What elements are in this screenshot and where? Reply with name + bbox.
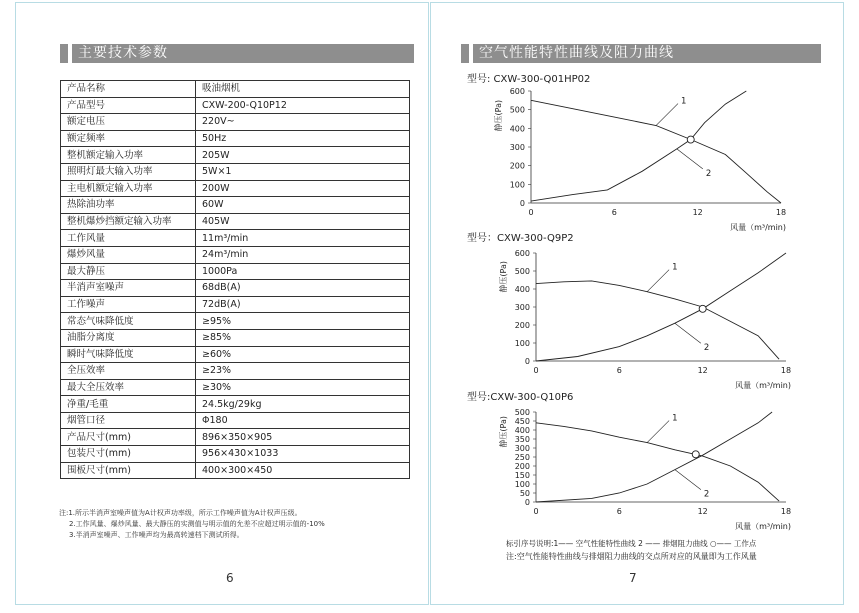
y-tick-label: 100 bbox=[509, 180, 525, 190]
y-tick-label: 0 bbox=[524, 357, 530, 366]
spec-value: 24m³/min bbox=[196, 246, 410, 263]
x-tick-label: 12 bbox=[697, 507, 708, 516]
x-tick-label: 12 bbox=[692, 208, 703, 217]
spec-value: ≥95% bbox=[196, 313, 410, 330]
series-leader bbox=[656, 104, 678, 126]
page-number: 7 bbox=[629, 571, 637, 585]
spec-name: 烟管口径 bbox=[61, 412, 196, 429]
y-tick-label: 300 bbox=[514, 444, 530, 453]
chart-3 bbox=[461, 402, 801, 537]
spec-value: 405W bbox=[196, 213, 410, 230]
spec-value: 896×350×905 bbox=[196, 429, 410, 446]
spec-row bbox=[61, 97, 410, 114]
y-axis-label: 静压(Pa) bbox=[499, 415, 508, 448]
x-tick-label: 0 bbox=[533, 366, 539, 375]
y-tick-label: 50 bbox=[519, 489, 530, 498]
spec-row bbox=[61, 230, 410, 247]
spec-name: 瞬时气味降低度 bbox=[61, 346, 196, 363]
spec-value: 吸油烟机 bbox=[196, 81, 410, 98]
title-marker bbox=[68, 44, 72, 63]
series-line-2 bbox=[531, 91, 746, 201]
spec-row bbox=[61, 163, 410, 180]
spec-row bbox=[61, 396, 410, 413]
y-tick-label: 0 bbox=[519, 199, 525, 208]
spec-row bbox=[61, 346, 410, 363]
x-tick-label: 18 bbox=[775, 208, 787, 217]
series-leader bbox=[677, 149, 703, 169]
spec-row bbox=[61, 147, 410, 164]
spec-name: 最大全压效率 bbox=[61, 379, 196, 396]
spec-value: 200W bbox=[196, 180, 410, 197]
x-tick-label: 12 bbox=[697, 366, 708, 375]
notes bbox=[59, 508, 325, 541]
y-tick-label: 500 bbox=[509, 105, 525, 115]
spec-name: 额定频率 bbox=[61, 130, 196, 147]
page-number: 6 bbox=[226, 571, 234, 585]
spec-value: ≥23% bbox=[196, 363, 410, 380]
y-tick-label: 300 bbox=[509, 143, 525, 152]
y-tick-label: 500 bbox=[514, 267, 530, 276]
note-2: 2.工作风量、爆炒风量、最大静压的实测值与明示值的允差不应超过明示值的-10% bbox=[69, 520, 325, 528]
spec-value: 5W×1 bbox=[196, 163, 410, 180]
y-tick-label: 500 bbox=[514, 408, 530, 417]
chart-3-title: 型号:CXW-300-Q10P6 bbox=[467, 392, 574, 403]
spec-value: Φ180 bbox=[196, 412, 410, 429]
spec-name: 包装尺寸(mm) bbox=[61, 446, 196, 463]
spec-value: 1000Pa bbox=[196, 263, 410, 280]
series-label: 1 bbox=[681, 96, 687, 107]
spec-value: 24.5kg/29kg bbox=[196, 396, 410, 413]
series-line-1 bbox=[536, 281, 779, 359]
footnote: 注:空气性能特性曲线与排烟阻力曲线的交点所对应的风量即为工作风量 bbox=[506, 552, 757, 561]
chart-2 bbox=[461, 243, 801, 395]
spec-value: 400×300×450 bbox=[196, 462, 410, 479]
section-title: 主要技术参数 bbox=[78, 45, 168, 61]
spec-name: 最大静压 bbox=[61, 263, 196, 280]
spec-value: 956×430×1033 bbox=[196, 446, 410, 463]
spec-name: 半消声室噪声 bbox=[61, 280, 196, 297]
spec-name: 照明灯最大输入功率 bbox=[61, 163, 196, 180]
spec-value: 68dB(A) bbox=[196, 280, 410, 297]
x-tick-label: 6 bbox=[616, 507, 622, 516]
y-axis-label: 静压(Pa) bbox=[499, 260, 508, 293]
y-tick-label: 200 bbox=[514, 321, 530, 330]
spec-name: 产品型号 bbox=[61, 97, 196, 114]
y-tick-label: 600 bbox=[509, 87, 525, 96]
spec-name: 整机额定输入功率 bbox=[61, 147, 196, 164]
y-tick-label: 350 bbox=[514, 435, 530, 444]
spec-name: 爆炒风量 bbox=[61, 246, 196, 263]
y-tick-label: 400 bbox=[514, 285, 530, 294]
chart-1 bbox=[461, 83, 801, 235]
spec-row bbox=[61, 130, 410, 147]
operating-point bbox=[687, 136, 694, 143]
spec-row bbox=[61, 246, 410, 263]
operating-point bbox=[692, 451, 699, 458]
y-tick-label: 100 bbox=[514, 480, 530, 489]
series-line-2 bbox=[536, 412, 772, 502]
series-line-1 bbox=[531, 100, 781, 203]
chart-1-title: 型号: CXW-300-Q01HP02 bbox=[467, 74, 591, 85]
spec-row bbox=[61, 180, 410, 197]
y-tick-label: 400 bbox=[514, 426, 530, 435]
x-tick-label: 18 bbox=[780, 366, 792, 375]
spec-value: 72dB(A) bbox=[196, 296, 410, 313]
x-tick-label: 0 bbox=[528, 208, 534, 217]
legend: 标引序号说明:1—— 空气性能特性曲线 2 —— 排烟阻力曲线 ○—— 工作点 bbox=[506, 539, 757, 548]
x-tick-label: 6 bbox=[616, 366, 622, 375]
spec-row bbox=[61, 263, 410, 280]
spec-table bbox=[60, 80, 410, 479]
note-3: 3.半消声室噪声、工作噪声均为最高转速档下测试所得。 bbox=[69, 531, 244, 539]
y-tick-label: 200 bbox=[509, 161, 525, 171]
operating-point bbox=[699, 305, 706, 312]
series-line-2 bbox=[536, 253, 786, 361]
spec-row bbox=[61, 213, 410, 230]
x-axis-label: 风量（m³/min) bbox=[735, 522, 791, 531]
title-marker bbox=[469, 44, 473, 63]
y-tick-label: 150 bbox=[514, 471, 530, 480]
page-7 bbox=[430, 2, 844, 605]
spec-name: 工作风量 bbox=[61, 230, 196, 247]
y-tick-label: 200 bbox=[514, 462, 530, 471]
y-tick-label: 300 bbox=[514, 303, 530, 312]
spec-row bbox=[61, 296, 410, 313]
series-line-1 bbox=[536, 423, 779, 501]
series-leader bbox=[647, 421, 669, 443]
spec-value: 11m³/min bbox=[196, 230, 410, 247]
series-label: 1 bbox=[672, 262, 678, 273]
spec-value: 60W bbox=[196, 197, 410, 214]
y-tick-label: 250 bbox=[514, 453, 530, 462]
spec-value: ≥30% bbox=[196, 379, 410, 396]
series-label: 2 bbox=[703, 489, 710, 500]
series-label: 2 bbox=[705, 168, 712, 179]
series-label: 1 bbox=[672, 413, 678, 424]
spec-row bbox=[61, 412, 410, 429]
spec-name: 热除油功率 bbox=[61, 197, 196, 214]
spec-name: 全压效率 bbox=[61, 363, 196, 380]
spec-row bbox=[61, 446, 410, 463]
spec-row bbox=[61, 114, 410, 131]
spec-row bbox=[61, 429, 410, 446]
spec-value: 220V~ bbox=[196, 114, 410, 131]
spec-name: 工作噪声 bbox=[61, 296, 196, 313]
spec-name: 整机爆炒挡额定输入功率 bbox=[61, 213, 196, 230]
y-tick-label: 0 bbox=[524, 498, 530, 507]
spec-row bbox=[61, 81, 410, 98]
spec-row bbox=[61, 329, 410, 346]
spec-row bbox=[61, 462, 410, 479]
spec-name: 净重/毛重 bbox=[61, 396, 196, 413]
spec-name: 产品名称 bbox=[61, 81, 196, 98]
y-tick-label: 100 bbox=[514, 339, 530, 348]
spec-name: 额定电压 bbox=[61, 114, 196, 131]
spec-value: 205W bbox=[196, 147, 410, 164]
page-6 bbox=[15, 2, 429, 605]
section-title-bar bbox=[461, 44, 821, 63]
chart-2-title: 型号：CXW-300-Q9P2 bbox=[467, 233, 574, 244]
note-1: 注:1.所示半消声室噪声值为A计权声功率级，所示工作噪声值为A计权声压级。 bbox=[59, 509, 302, 517]
spec-value: 50Hz bbox=[196, 130, 410, 147]
y-tick-label: 450 bbox=[514, 417, 530, 426]
x-axis-label: 风量（m³/min) bbox=[730, 223, 786, 232]
spec-name: 围板尺寸(mm) bbox=[61, 462, 196, 479]
spec-value: CXW-200-Q10P12 bbox=[196, 97, 410, 114]
series-leader bbox=[675, 470, 701, 490]
spec-name: 常态气味降低度 bbox=[61, 313, 196, 330]
series-leader bbox=[647, 270, 669, 292]
spec-name: 主电机额定输入功率 bbox=[61, 180, 196, 197]
spec-row bbox=[61, 313, 410, 330]
section-title-bar bbox=[60, 44, 414, 63]
y-tick-label: 400 bbox=[509, 124, 525, 134]
spec-row bbox=[61, 197, 410, 214]
spec-row bbox=[61, 280, 410, 297]
series-leader bbox=[675, 323, 701, 343]
spec-value: ≥85% bbox=[196, 329, 410, 346]
spec-name: 油脂分离度 bbox=[61, 329, 196, 346]
series-label: 2 bbox=[703, 343, 710, 354]
spec-row bbox=[61, 379, 410, 396]
x-tick-label: 6 bbox=[611, 208, 617, 217]
section-title: 空气性能特性曲线及阻力曲线 bbox=[479, 45, 674, 61]
x-axis-label: 风量（m³/min) bbox=[735, 381, 791, 390]
spec-name: 产品尺寸(mm) bbox=[61, 429, 196, 446]
spec-row bbox=[61, 363, 410, 380]
x-tick-label: 18 bbox=[780, 507, 792, 516]
y-tick-label: 600 bbox=[514, 249, 530, 258]
x-tick-label: 0 bbox=[533, 507, 539, 516]
spec-value: ≥60% bbox=[196, 346, 410, 363]
y-axis-label: 静压(Pa) bbox=[494, 99, 503, 132]
